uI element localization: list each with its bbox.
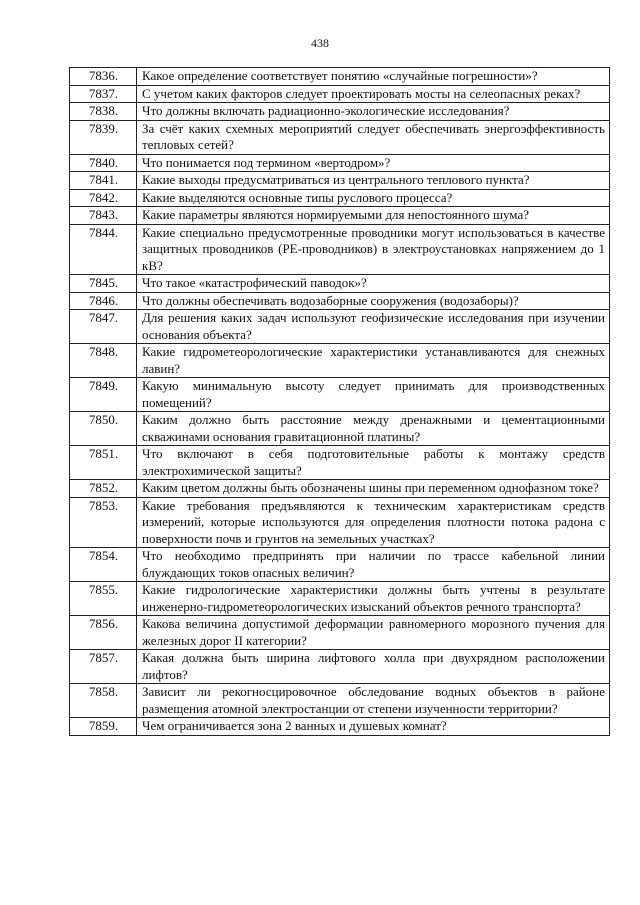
- question-number: 7855.: [70, 582, 137, 616]
- question-number: 7841.: [70, 172, 137, 190]
- question-number: 7850.: [70, 412, 137, 446]
- question-text: Какие выходы предусматриваться из центрального теплового пункта?: [137, 172, 610, 190]
- question-text: Для решения каких задач используют геофизические исследования при изучении основания объекта?: [137, 310, 610, 344]
- table-row: [70, 68, 610, 86]
- question-number: 7856.: [70, 616, 137, 650]
- table-row: [70, 172, 610, 190]
- table-row: [70, 378, 610, 412]
- question-number: 7847.: [70, 310, 137, 344]
- table-row: [70, 207, 610, 225]
- table-row: [70, 548, 610, 582]
- table-row: [70, 616, 610, 650]
- table-row: [70, 650, 610, 684]
- question-text: Какие специально предусмотренные проводники могут использоваться в качестве защитных проводников (PE-проводников) в электроустановках напряжением до 1 кВ?: [137, 224, 610, 275]
- question-text: Какие выделяются основные типы руслового процесса?: [137, 189, 610, 207]
- table-row: [70, 344, 610, 378]
- question-number: 7846.: [70, 292, 137, 310]
- question-text: Что включают в себя подготовительные работы к монтажу средств электрохимической защиты?: [137, 446, 610, 480]
- question-text: Какая должна быть ширина лифтового холла при двухрядном расположении лифтов?: [137, 650, 610, 684]
- question-number: 7840.: [70, 154, 137, 172]
- table-row: [70, 718, 610, 736]
- question-number: 7857.: [70, 650, 137, 684]
- table-row: [70, 120, 610, 154]
- table-row: [70, 189, 610, 207]
- question-number: 7838.: [70, 103, 137, 121]
- table-row: [70, 412, 610, 446]
- table-row: [70, 224, 610, 275]
- questions-table: [69, 67, 610, 736]
- question-text: Какие требования предъявляются к техническим характеристикам средств измерений, которые используются для определения плотности потока радона с поверхности почв и грунтов на земельных участках?: [137, 497, 610, 548]
- table-row: [70, 292, 610, 310]
- question-text: Каким цветом должны быть обозначены шины при переменном однофазном токе?: [137, 480, 610, 498]
- question-number: 7852.: [70, 480, 137, 498]
- question-number: 7854.: [70, 548, 137, 582]
- question-text: Какие гидрологические характеристики должны быть учтены в результате инженерно-гидрометеорологических изысканий объектов речного транспорта?: [137, 582, 610, 616]
- question-text: Какое определение соответствует понятию «случайные погрешности»?: [137, 68, 610, 86]
- question-number: 7837.: [70, 85, 137, 103]
- question-text: Какие параметры являются нормируемыми для непостоянного шума?: [137, 207, 610, 225]
- question-text: Какова величина допустимой деформации равномерного морозного пучения для железных дорог II категории?: [137, 616, 610, 650]
- questions-table-body: [70, 68, 610, 736]
- question-number: 7836.: [70, 68, 137, 86]
- table-row: [70, 497, 610, 548]
- question-text: Какие гидрометеорологические характеристики устанавливаются для снежных лавин?: [137, 344, 610, 378]
- table-row: [70, 154, 610, 172]
- page-number: 438: [311, 36, 329, 50]
- table-row: [70, 446, 610, 480]
- question-number: 7859.: [70, 718, 137, 736]
- table-row: [70, 684, 610, 718]
- table-row: [70, 85, 610, 103]
- question-text: Каким должно быть расстояние между дренажными и цементационными скважинами основания гравитационной платины?: [137, 412, 610, 446]
- question-text: За счёт каких схемных мероприятий следует обеспечивать энергоэффективность тепловых сетей?: [137, 120, 610, 154]
- table-row: [70, 103, 610, 121]
- question-text: Что должны включать радиационно-экологические исследования?: [137, 103, 610, 121]
- table-row: [70, 275, 610, 293]
- question-number: 7845.: [70, 275, 137, 293]
- question-text: Что такое «катастрофический паводок»?: [137, 275, 610, 293]
- question-number: 7849.: [70, 378, 137, 412]
- table-row: [70, 480, 610, 498]
- table-row: [70, 310, 610, 344]
- question-text: Какую минимальную высоту следует принимать для производственных помещений?: [137, 378, 610, 412]
- table-row: [70, 582, 610, 616]
- question-text: Что должны обеспечивать водозаборные сооружения (водозаборы)?: [137, 292, 610, 310]
- question-number: 7858.: [70, 684, 137, 718]
- question-text: Что необходимо предпринять при наличии по трассе кабельной линии блуждающих токов опасных величин?: [137, 548, 610, 582]
- question-number: 7848.: [70, 344, 137, 378]
- question-number: 7842.: [70, 189, 137, 207]
- question-number: 7843.: [70, 207, 137, 225]
- question-text: С учетом каких факторов следует проектировать мосты на селеопасных реках?: [137, 85, 610, 103]
- question-number: 7853.: [70, 497, 137, 548]
- question-text: Чем ограничивается зона 2 ванных и душевых комнат?: [137, 718, 610, 736]
- question-number: 7844.: [70, 224, 137, 275]
- question-text: Зависит ли рекогносцировочное обследование водных объектов в районе размещения атомной электростанции от степени изученности территории?: [137, 684, 610, 718]
- question-text: Что понимается под термином «вертодром»?: [137, 154, 610, 172]
- question-number: 7851.: [70, 446, 137, 480]
- question-number: 7839.: [70, 120, 137, 154]
